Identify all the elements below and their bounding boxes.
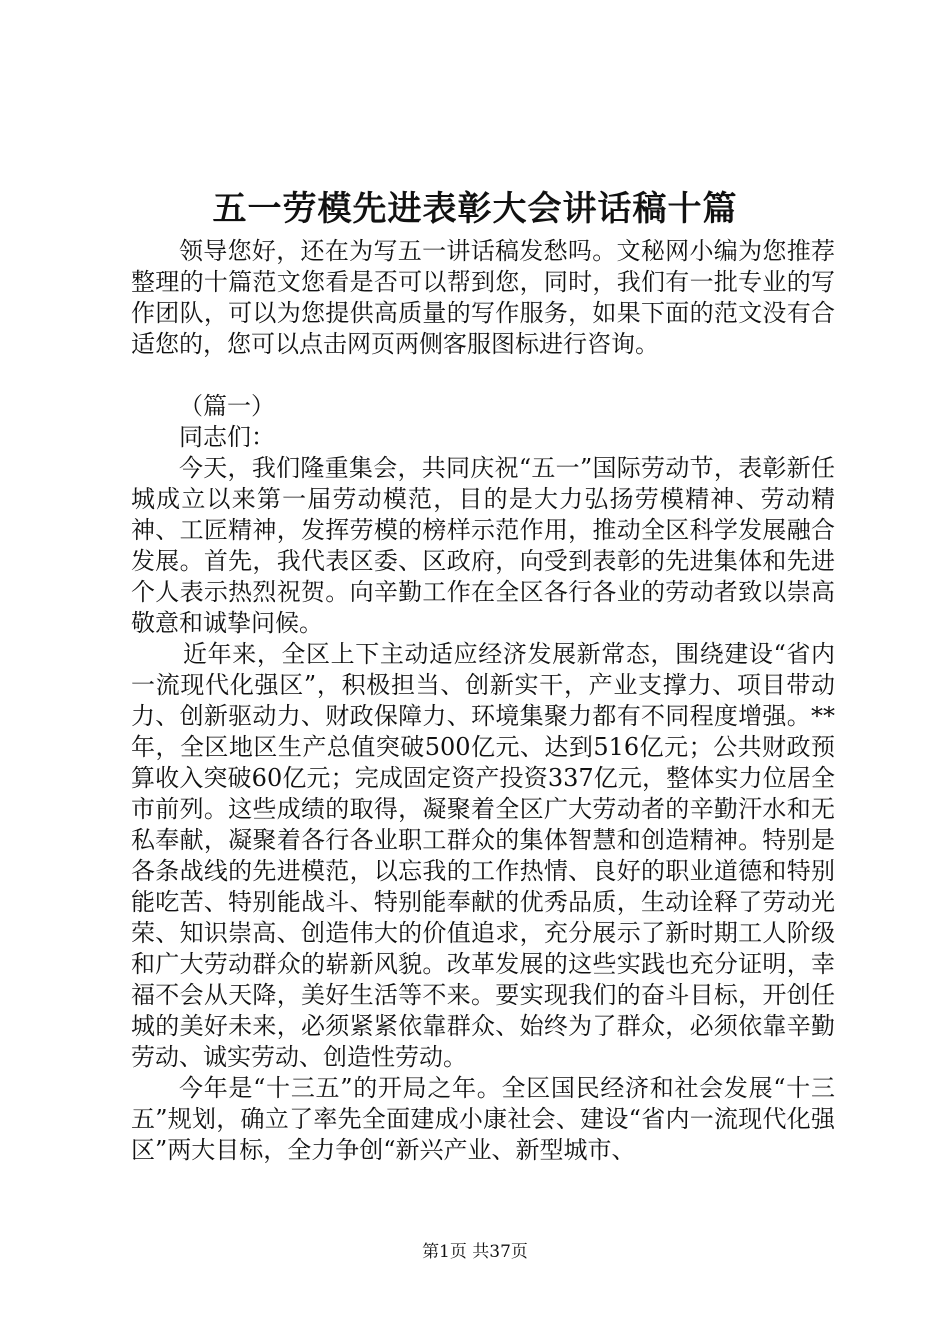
page-footer: 第1页 共37页 xyxy=(422,1242,528,1262)
section-label: （篇一） xyxy=(179,392,275,420)
body-paragraph-2: 近年来，全区上下主动适应经济发展新常态，围绕建设“省内一流现代化强区”，积极担当、创新实干，产业支撑力、项目带动力、创新驱动力、财政保障力、环境集聚力都有不同程度增强。**年，全区地区生产总值突破500亿元、达到516亿元；公共财政预算收入突破60亿元；完成固定资产投资337亿元，整体实力位居全市前列。这些成绩的取得，凝聚着全区广大劳动者的辛勤汗水和无私奉献，凝聚着各行各业职工群众的集体智慧和创造精神。特别是各条战线的先进模范，以忘我的工作热情、良好的职业道德和特别能吃苦、特别能战斗、特别能奉献的优秀品质，生动诠释了劳动光荣、知识崇高、创造伟大的价值追求，充分展示了新时期工人阶级和广大劳动群众的崭新风貌。改革发展的这些实践也充分证明，幸福不会从天降，美好生活等不来。要实现我们的奋斗目标，开创任城的美好未来，必须紧紧依靠群众、始终为了群众，必须依靠辛勤劳动、诚实劳动、创造性劳动。 xyxy=(131,640,835,1071)
intro-paragraph: 领导您好，还在为写五一讲话稿发愁吗。文秘网小编为您推荐整理的十篇范文您看是否可以帮到您，同时，我们有一批专业的写作团队，可以为您提供高质量的写作服务，如果下面的范文没有合适您的，您可以点击网页两侧客服图标进行咨询。 xyxy=(131,237,835,358)
body-paragraph-3: 今年是“十三五”的开局之年。全区国民经济和社会发展“十三五”规划，确立了率先全面建成小康社会、建设“省内一流现代化强区”两大目标，全力争创“新兴产业、新型城市、 xyxy=(131,1074,835,1164)
salutation: 同志们： xyxy=(179,423,275,451)
document-title: 五一劳模先进表彰大会讲话稿十篇 xyxy=(212,189,738,229)
document-body xyxy=(131,236,835,1166)
body-paragraph-1: 今天，我们隆重集会，共同庆祝“五一”国际劳动节，表彰新任城成立以来第一届劳动模范，目的是大力弘扬劳模精神、劳动精神、工匠精神，发挥劳模的榜样示范作用，推动全区科学发展融合发展。首先，我代表区委、区政府，向受到表彰的先进集体和先进个人表示热烈祝贺。向辛勤工作在全区各行各业的劳动者致以崇高敬意和诚挚问候。 xyxy=(131,454,835,637)
